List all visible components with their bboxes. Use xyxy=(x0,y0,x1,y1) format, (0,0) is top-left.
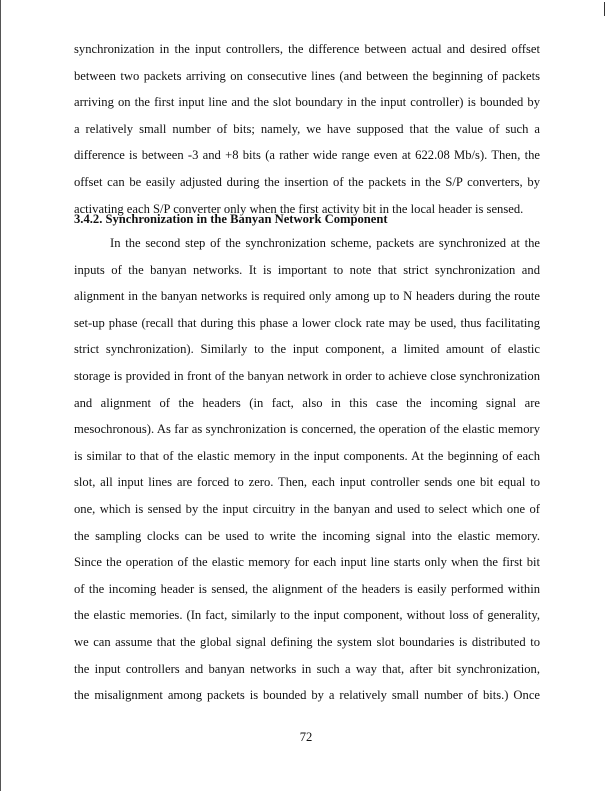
text-line: set-up phase (recall that during this phase a lower clock rate may be used, thus facilitating xyxy=(74,315,540,330)
text-line: is similar to that of the elastic memory in the input components. At the beginning of each xyxy=(74,448,540,463)
text-line: inputs of the banyan networks. It is important to note that strict synchronization and xyxy=(74,262,540,277)
text-line: Since the operation of the elastic memory for each input line starts only when the first bit xyxy=(74,555,540,570)
text-line: activating each S/P converter only when the first activity bit in the local header is sensed. xyxy=(74,201,524,216)
text-line: In the second step of the synchronization scheme, packets are synchronized at the xyxy=(110,236,540,250)
text-line: slot, all input lines are forced to zero. Then, each input controller sends one bit equal to xyxy=(74,475,540,490)
text-line: the input controllers and banyan networks in such a way that, after bit synchronization, xyxy=(74,661,540,676)
text-line: of the incoming header is sensed, the alignment of the headers is easily performed within xyxy=(74,581,540,596)
paragraph-1 xyxy=(74,36,540,222)
text-line: between two packets arriving on consecutive lines (and between the beginning of packets xyxy=(74,68,540,83)
text-line: we can assume that the global signal defining the system slot boundaries is distributed to xyxy=(74,634,540,649)
text-line: arriving on the first input line and the slot boundary in the input controller) is bounded by xyxy=(74,95,540,110)
text-line: strict synchronization). Similarly to the input component, a limited amount of elastic xyxy=(74,342,540,357)
text-line: and alignment of the headers (in fact, also in this case the incoming signal are xyxy=(74,395,540,410)
section-heading: 3.4.2. Synchronization in the Banyan Network Component xyxy=(74,212,388,226)
text-line: mesochronous). As far as synchronization is concerned, the operation of the elastic memory xyxy=(74,422,540,437)
text-line: the elastic memories. (In fact, similarly to the input component, without loss of generality, xyxy=(74,608,540,623)
text-line: difference is between -3 and +8 bits (a rather wide range even at 622.08 Mb/s). Then, the xyxy=(74,148,540,163)
text-line: one, which is sensed by the input circuitry in the banyan and used to select which one of xyxy=(74,501,540,516)
text-line: a relatively small number of bits; namely, we have supposed that the value of such a xyxy=(74,121,540,136)
text-line: offset can be easily adjusted during the insertion of the packets in the S/P converters, by xyxy=(74,174,540,189)
text-line: storage is provided in front of the banyan network in order to achieve close synchronization xyxy=(74,368,540,383)
page-corner-mark xyxy=(604,2,605,16)
text-line: alignment in the banyan networks is required only among up to N headers during the route xyxy=(74,289,540,304)
page-edge-line xyxy=(0,0,1,791)
text-line: synchronization in the input controllers, the difference between actual and desired offset xyxy=(74,42,540,56)
text-line: the misalignment among packets is bounded by a relatively small number of bits.) Once xyxy=(74,688,540,703)
page-number: 72 xyxy=(299,730,313,744)
text-line: the sampling clocks can be used to write the incoming signal into the elastic memory. xyxy=(74,528,540,543)
paragraph-2 xyxy=(74,230,540,709)
